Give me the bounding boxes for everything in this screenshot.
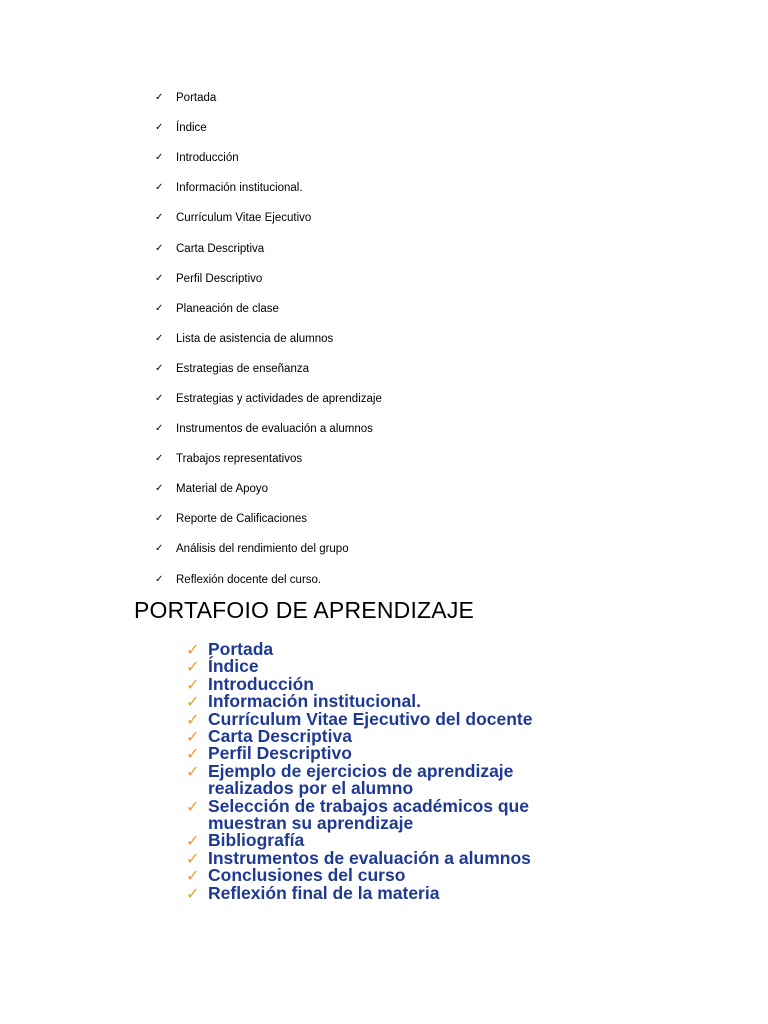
portfolio-item-label: Bibliografía <box>208 830 305 851</box>
portfolio-item-label: Ejemplo de ejercicios de aprendizaje <box>208 760 514 781</box>
portfolio-item-label: realizados por el alumno <box>208 778 414 799</box>
portfolio-item <box>186 760 746 799</box>
checkmark-icon: ✓ <box>155 453 164 465</box>
checklist-item-label: Estrategias de enseñanza <box>176 362 309 375</box>
checklist-item-label: Trabajos representativos <box>176 453 303 466</box>
checkmark-icon: ✓ <box>186 761 200 781</box>
checklist-item-label: Índice <box>176 122 207 135</box>
checklist-item-label: Carta Descriptiva <box>176 242 265 255</box>
checklist-item <box>155 565 715 595</box>
checklist-contents <box>155 83 715 595</box>
checklist-item-label: Información institucional. <box>176 182 303 195</box>
checkmark-icon: ✓ <box>186 883 200 903</box>
portfolio-item-label: Currículum Vitae Ejecutivo del docente <box>208 708 533 729</box>
checklist-item-label: Análisis del rendimiento del grupo <box>176 543 349 556</box>
checkmark-icon: ✓ <box>186 692 200 712</box>
portfolio-checklist <box>186 641 746 902</box>
checkmark-icon: ✓ <box>155 302 164 314</box>
checkmark-icon: ✓ <box>186 744 200 764</box>
checkmark-icon: ✓ <box>186 709 200 729</box>
checklist-item <box>155 504 715 534</box>
checklist-item <box>155 143 715 173</box>
checklist-item <box>155 264 715 294</box>
portfolio-item <box>186 882 746 903</box>
checkmark-icon: ✓ <box>155 332 164 344</box>
checkmark-icon: ✓ <box>186 796 200 816</box>
portfolio-item-label: Selección de trabajos académicos que <box>208 795 529 816</box>
checkmark-icon: ✓ <box>155 513 164 525</box>
checkmark-icon: ✓ <box>186 674 200 694</box>
checkmark-icon: ✓ <box>155 242 164 254</box>
portfolio-item-label: Introducción <box>208 673 314 694</box>
checklist-item-label: Currículum Vitae Ejecutivo <box>176 212 312 225</box>
checklist-item <box>155 233 715 263</box>
portfolio-item <box>186 795 746 834</box>
checklist-item <box>155 173 715 203</box>
checklist-item-label: Material de Apoyo <box>176 483 269 496</box>
checklist-item <box>155 294 715 324</box>
checklist-item-label: Instrumentos de evaluación a alumnos <box>176 423 373 436</box>
checkmark-icon: ✓ <box>155 423 164 435</box>
checkmark-icon: ✓ <box>155 182 164 194</box>
checklist-item-label: Reflexión docente del curso. <box>176 573 322 586</box>
checklist-item-label: Lista de asistencia de alumnos <box>176 332 334 345</box>
checkmark-icon: ✓ <box>155 362 164 374</box>
checklist-item <box>155 83 715 113</box>
portfolio-item <box>186 693 746 710</box>
checkmark-icon: ✓ <box>155 392 164 404</box>
checkmark-icon: ✓ <box>155 483 164 495</box>
checklist-item-label: Estrategias y actividades de aprendizaje <box>176 392 382 405</box>
portfolio-item-label: Índice <box>208 656 259 677</box>
checkmark-icon: ✓ <box>186 640 200 659</box>
checkmark-icon: ✓ <box>155 122 164 134</box>
checkmark-icon: ✓ <box>155 543 164 555</box>
portfolio-item-label: Perfil Descriptivo <box>208 743 352 764</box>
portfolio-item-label: Carta Descriptiva <box>208 726 352 747</box>
checklist-item <box>155 414 715 444</box>
portfolio-item-label: Información institucional. <box>208 691 421 712</box>
checkmark-icon: ✓ <box>186 831 200 851</box>
portfolio-item-label: Conclusiones del curso <box>208 865 406 886</box>
checklist-item <box>155 444 715 474</box>
checklist-item-label: Planeación de clase <box>176 302 279 315</box>
checkmark-icon: ✓ <box>186 727 200 747</box>
checklist-item-label: Reporte de Calificaciones <box>176 513 308 526</box>
checkmark-icon: ✓ <box>155 92 164 104</box>
checklist-item-label: Introducción <box>176 152 239 165</box>
checkmark-icon: ✓ <box>155 212 164 224</box>
checklist-item <box>155 474 715 504</box>
checklist-item <box>155 534 715 564</box>
checklist-item <box>155 384 715 414</box>
checkmark-icon: ✓ <box>155 573 164 585</box>
portfolio-item-label: Portada <box>208 639 274 659</box>
checklist-item <box>155 113 715 143</box>
checklist-item-label: Perfil Descriptivo <box>176 272 263 285</box>
portfolio-item-label: Reflexión final de la materia <box>208 882 440 903</box>
checkmark-icon: ✓ <box>186 657 200 677</box>
checkmark-icon: ✓ <box>186 848 200 868</box>
portfolio-item-label: muestran su aprendizaje <box>208 813 414 834</box>
checkmark-icon: ✓ <box>155 272 164 284</box>
checklist-item <box>155 354 715 384</box>
checklist-item <box>155 324 715 354</box>
checkmark-icon: ✓ <box>186 866 200 886</box>
portfolio-heading: PORTAFOIO DE APRENDIZAJE <box>134 597 475 623</box>
checklist-item <box>155 203 715 233</box>
portfolio-item <box>186 641 746 658</box>
checkmark-icon: ✓ <box>155 152 164 164</box>
checklist-item-label: Portada <box>176 92 217 105</box>
portfolio-item-label: Instrumentos de evaluación a alumnos <box>208 847 531 868</box>
